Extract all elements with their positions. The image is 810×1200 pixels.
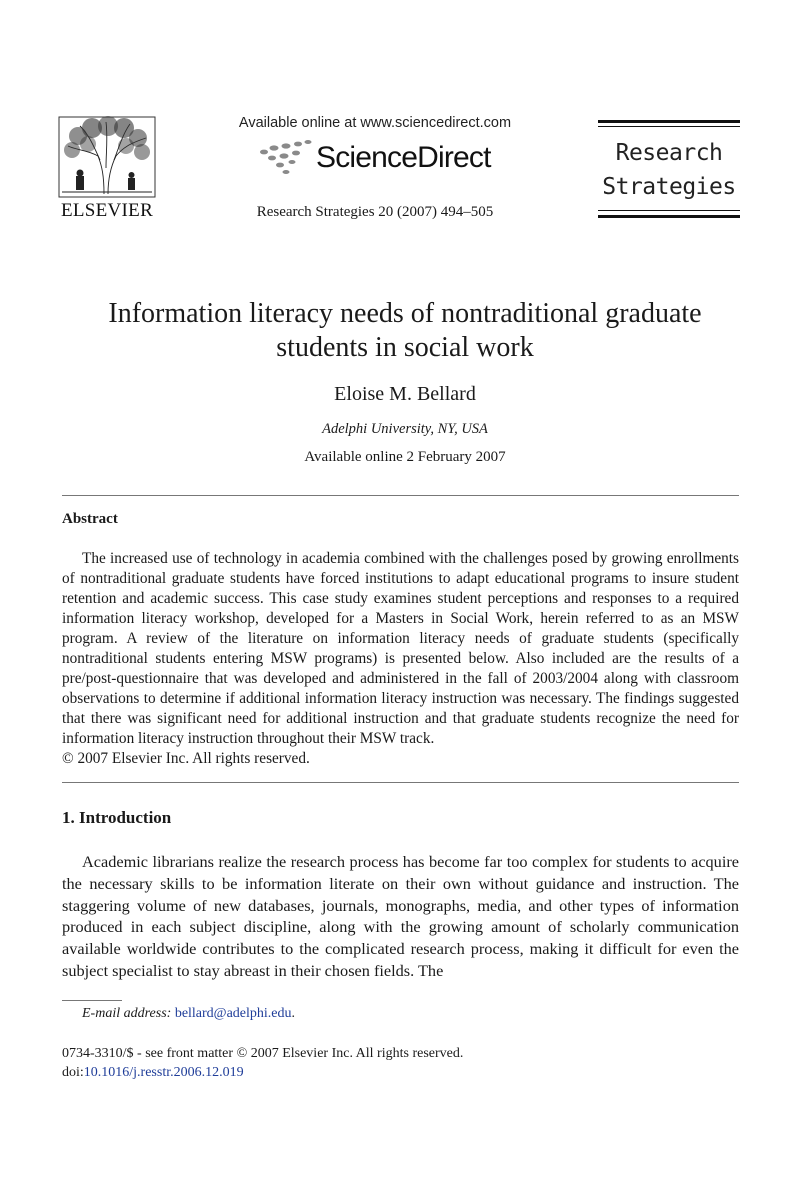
journal-reference: Research Strategies 20 (2007) 494–505 xyxy=(256,204,494,220)
divider-bottom xyxy=(62,782,739,783)
sciencedirect-wordmark: ScienceDirect xyxy=(316,141,491,174)
footnote-divider xyxy=(62,1000,122,1001)
divider-top xyxy=(62,495,739,496)
available-date: Available online 2 February 2007 xyxy=(304,449,506,465)
email-end: . xyxy=(291,1006,295,1021)
introduction-body: Academic librarians realize the research process has become far too complex for students to acquire the necessary skills to be information literate on their own without guidance and instruction. The staggering volume of new databases, journals, monographs, media, and other types of information produced in each subject discipline, along with the growing amount of scholarly communication available worldwide contributes to the complicated research process, making it difficult for even the subject specialist to stay abreast in their chosen fields. The xyxy=(62,852,739,980)
doi-line xyxy=(62,1065,244,1081)
available-online-text: Available online at www.sciencedirect.com xyxy=(238,115,512,131)
author-affiliation: Adelphi University, NY, USA xyxy=(322,421,488,437)
elsevier-tree-icon xyxy=(58,116,156,198)
journal-logo-line2: Strategies xyxy=(602,174,736,200)
sciencedirect-dots-icon xyxy=(258,138,314,180)
elsevier-logo xyxy=(58,116,156,224)
journal-logo xyxy=(598,120,740,220)
abstract-text: The increased use of technology in academia combined with the challenges posed by growing enrollments of nontraditional graduate students have forced institutions to adapt educational programs to insure student retention and academic success. This case study examines student perceptions and responses to a required information literacy workshop, developed for a Masters in Social Work, herein referred to as an MSW program. A review of the literature on information literacy needs of graduate students (specifically nontraditional students entering MSW programs) is presented below. Also included are the results of a pre/post-questionnaire that was developed and administered in the fall of 2003/2004 along with classroom observations to determine if additional information literacy instruction was necessary. The findings suggested that there was significant need for additional instruction and that graduate students recognize the need for information literacy instruction throughout their MSW track. xyxy=(62,550,739,747)
doi-link[interactable]: 10.1016/j.resstr.2006.12.019 xyxy=(83,1065,244,1080)
paper-title: Information literacy needs of nontraditional graduate students in social work xyxy=(108,298,702,363)
front-matter: 0734-3310/$ - see front matter © 2007 Elsevier Inc. All rights reserved. xyxy=(62,1046,464,1061)
email-link[interactable]: bellard@adelphi.edu xyxy=(174,1006,292,1021)
abstract-heading: Abstract xyxy=(62,511,118,527)
author-name: Eloise M. Bellard xyxy=(334,383,476,405)
copyright-notice: © 2007 Elsevier Inc. All rights reserved. xyxy=(62,750,310,767)
abstract-body xyxy=(62,549,739,769)
section-heading-introduction: 1. Introduction xyxy=(62,808,172,827)
publisher-name: ELSEVIER xyxy=(60,200,154,221)
doi-label: doi: xyxy=(62,1065,84,1080)
email-footnote xyxy=(82,1006,295,1022)
email-label: E-mail address: xyxy=(82,1006,172,1021)
sciencedirect-logo xyxy=(258,138,518,180)
journal-logo-line1: Research xyxy=(615,140,723,166)
